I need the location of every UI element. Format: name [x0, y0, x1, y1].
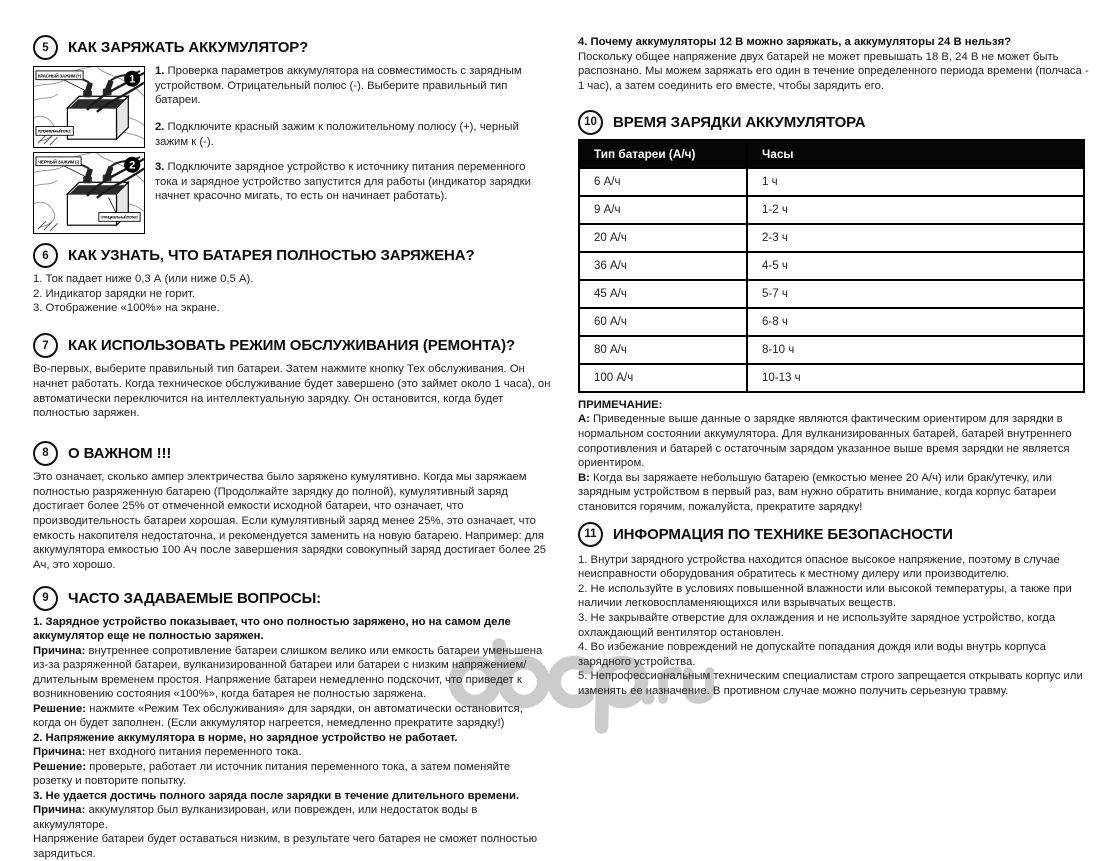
hours-cell: 2-3 ч [747, 224, 1084, 252]
hours-cell: 5-7 ч [747, 280, 1084, 308]
hours-cell: 1 ч [747, 168, 1084, 196]
table-row [579, 168, 1084, 196]
faq-solution-1: Решение: нажмите «Режим Тех обслуживания» для зарядки, он автоматически остановится, когда он будет заполнен. (Если аккумулятор нагреется, немедленно прекратите зарядку!) [33, 702, 523, 730]
table-row [579, 224, 1084, 252]
safety-item: 1. Внутри зарядного устройства находится опасное высокое напряжение, поэтому в случае неисправности оборудования обратитесь к местному дилеру или производителю. [578, 553, 1060, 581]
section-11-title: ИНФОРМАЦИЯ ПО ТЕХНИКЕ БЕЗОПАСНОСТИ [613, 525, 953, 543]
positive-pole-label: ПОЛОЖИТЕЛЬНЫЙ ПОЛЮС [37, 129, 72, 134]
section-10-number-badge: 10 [578, 110, 603, 135]
section-6-heading [33, 243, 551, 268]
list-item: 3. Отображение «100%» на экране. [33, 302, 220, 315]
faq-question-4-title: 4. Почему аккумуляторы 12 В можно заряжать, а аккумуляторы 24 В нельзя? [578, 36, 1012, 48]
charging-figures [33, 66, 551, 235]
battery-type-cell: 9 А/ч [579, 196, 747, 224]
charging-steps [155, 66, 551, 235]
table-row [579, 252, 1084, 280]
section-7-heading [33, 333, 551, 358]
section-9-title: ЧАСТО ЗАДАВАЕМЫЕ ВОПРОСЫ: [68, 589, 322, 607]
section-5-title: КАК ЗАРЯЖАТЬ АККУМУЛЯТОР? [68, 39, 309, 56]
safety-item: 2. Не используйте в условиях повышенной влажности или высокой температуры, а также при наличии легковоспламеняющихся или взрывчатых веществ. [578, 582, 1072, 610]
section-9-number-badge: 9 [33, 586, 58, 611]
safety-item: 4. Во избежание повреждений не допускайте попадания дождя или воды внутрь корпуса зарядного устройства. [578, 641, 1046, 668]
right-column [578, 30, 1091, 699]
charging-step-3: 3. Подключите зарядное устройство к источнику питания переменного тока и зарядное устройство запустится для работы (индикатор зарядки начнет красочно мигать, то есть он начинает работать). [155, 161, 531, 203]
section-10-heading [578, 110, 1091, 135]
battery-type-cell: 80 А/ч [579, 336, 747, 364]
faq-question-3: 3. Не удается достичь полного заряда после зарядки в течение длительного времени. [33, 789, 520, 802]
figure-red-clamp [33, 66, 145, 148]
section-8-title: О ВАЖНОМ !!! [68, 444, 172, 462]
battery-type-cell: 60 А/ч [579, 308, 747, 336]
battery-type-cell: 36 А/ч [579, 252, 747, 280]
faq-question-2: 2. Напряжение аккумулятора в норме, но зарядное устройство не работает. [33, 731, 458, 744]
charged-indicators-list [33, 272, 551, 316]
faq-cause-3-continued: Напряжение батареи будет оставаться низким, в результате чего батарея не сможет полностью зарядиться. [33, 833, 538, 860]
battery-illustration-icon [34, 153, 144, 233]
note-a: А: Приведенные выше данные о зарядке являются фактическим ориентиром для зарядки в нормальном состоянии аккумулятора. Для вулканизированных батарей, батарей внутреннего сопротивления и батарей с остаточным зарядом указанное выше время зарядки не является ориентиром. [578, 413, 1072, 470]
section-10-title: ВРЕМЯ ЗАРЯДКИ АККУМУЛЯТОРА [613, 113, 866, 131]
left-column [33, 30, 551, 861]
hours-cell: 1-2 ч [747, 196, 1084, 224]
table-row [579, 336, 1084, 364]
charge-time-table [578, 139, 1085, 393]
note-b: В: Когда вы заряжаете небольшую батарею (емкостью менее 20 А/ч) или брак/утечку, или зарядным устройством в первый раз, вам нужно обратить внимание, когда корпус батареи становится горячим, пожалуйста, прекратите зарядку! [578, 471, 1057, 513]
faq-solution-2: Решение: проверьте, работает ли источник питания переменного тока, а затем поменяйте розетку и повторите попытку. [33, 760, 511, 788]
red-clamp-label: КРАСНЫЙ ЗАЖИМ (+) [37, 73, 82, 79]
faq-cause-2: Причина: нет входного питания переменного тока. [33, 746, 302, 759]
faq-cause-3: Причина: аккумулятор был вулканизирован, или поврежден, или недостаток воды в аккумуляторе. [33, 804, 478, 831]
table-row [579, 280, 1084, 308]
column-header-hours: Часы [747, 140, 1084, 168]
black-clamp-label: ЧЕРНЫЙ ЗАЖИМ (-) [37, 159, 80, 165]
column-header-battery-type: Тип батареи (А/ч) [579, 140, 747, 168]
figure-black-clamp [33, 152, 145, 234]
faq-block [33, 615, 551, 861]
battery-type-cell: 45 А/ч [579, 280, 747, 308]
section-8-body: Это означает, сколько ампер электричества было заряжено кумулятивно. Когда мы заряжаем полностью разряженную батарею (Продолжайте зарядку до полной), кумулятивный заряд достигает более 25% от отмеченной емкости исходной батареи, что означает, что производительность батареи хорошая. Если кумулятивный заряд менее 25%, это означает, что емкость накопителя недостаточна, и рекомендуется заменить на новую батарею. Например: для аккумулятора емкостью 100 Ач после завершения зарядки совокупный заряд достигает более 25 Ач, это хорошо. [33, 470, 547, 572]
battery-type-cell: 20 А/ч [579, 224, 747, 252]
battery-type-cell: 6 А/ч [579, 168, 747, 196]
note-block [578, 398, 1091, 515]
table-row [579, 196, 1084, 224]
table-header-row [579, 140, 1084, 168]
hours-cell: 6-8 ч [747, 308, 1084, 336]
hours-cell: 8-10 ч [747, 336, 1084, 364]
battery-illustration-icon [34, 67, 144, 147]
safety-item: 3. Не закрывайте отверстие для охлаждения и не используйте зарядное устройство, когда охлаждающий вентилятор остановлен. [578, 611, 1056, 639]
battery-type-cell: 100 А/ч [579, 364, 747, 392]
list-item: 1. Ток падает ниже 0,3 А (или ниже 0,5 А). [33, 273, 254, 285]
charging-step-2: 2. Подключите красный зажим к положительному полюсу (+), черный зажим к (-). [155, 121, 519, 148]
section-6-title: КАК УЗНАТЬ, ЧТО БАТАРЕЯ ПОЛНОСТЬЮ ЗАРЯЖЕНА? [68, 247, 475, 264]
section-11-number-badge: 11 [578, 522, 603, 547]
safety-list [578, 553, 1091, 699]
faq-question-4-body: Поскольку общее напряжение двух батарей не может превышать 18 В, 24 В не может быть распознано. Мы можем заряжать его один в течение определенного периода времени (полчаса - 1 час), а затем соединить его вместе, чтобы зарядить его. [578, 50, 1089, 93]
section-7-number-badge: 7 [33, 333, 58, 358]
section-9-heading [33, 586, 551, 611]
section-5-number-badge: 5 [33, 35, 58, 60]
hours-cell: 10-13 ч [747, 364, 1084, 392]
table-row [579, 364, 1084, 392]
section-8-number-badge: 8 [33, 441, 58, 466]
negative-pole-label: ОТРИЦАТЕЛЬНЫЙ ПОЛЮС [100, 215, 139, 220]
step-1-badge-number: 1 [129, 73, 136, 86]
section-11-heading [578, 522, 1091, 547]
faq-question-1: 1. Зарядное устройство показывает, что оно полностью заряжено, но на самом деле аккумулятор еще не полностью заряжен. [33, 615, 511, 643]
section-5-heading [33, 35, 551, 60]
hours-cell: 4-5 ч [747, 252, 1084, 280]
safety-item: 5. Непрофессиональным техническим специалистам строго запрещается открывать корпус или изменять ее назначение. В противном случае можно получить серьезную травму. [578, 670, 1083, 697]
section-7-body: Во-первых, выберите правильный тип батареи. Затем нажмите кнопку Тех обслуживания. Он начнет работать. Когда техническое обслуживание будет завершено (это займет около 1 часа), он автоматически переключится на интеллектуальную зарядку. Он остановится, когда будет полностью заряжен. [33, 363, 551, 420]
list-item: 2. Индикатор зарядки не горит. [33, 287, 195, 300]
faq-cause-1: Причина: внутреннее сопротивление батареи слишком велико или емкость батареи уменьшена из-за разряженной батареи, вулканизированной батареи или батареи с низким напряжением/длительным временем простоя. Напряжение батареи немедленно подскочит, что приведет к возникновению состояния «100%», когда батарея не полностью заряжена. [33, 644, 543, 701]
charging-step-1: 1. Проверка параметров аккумулятора на совместимость с зарядным устройством. Отрицательный полюс (-). Выберите правильный тип батареи. [155, 65, 522, 107]
faq-question-4 [578, 35, 1091, 94]
section-7-title: КАК ИСПОЛЬЗОВАТЬ РЕЖИМ ОБСЛУЖИВАНИЯ (РЕМОНТА)? [68, 337, 516, 355]
step-2-badge-number: 2 [129, 159, 136, 172]
table-row [579, 308, 1084, 336]
note-title: ПРИМЕЧАНИЕ: [578, 398, 663, 411]
section-6-number-badge: 6 [33, 243, 58, 268]
section-8-heading [33, 441, 551, 466]
